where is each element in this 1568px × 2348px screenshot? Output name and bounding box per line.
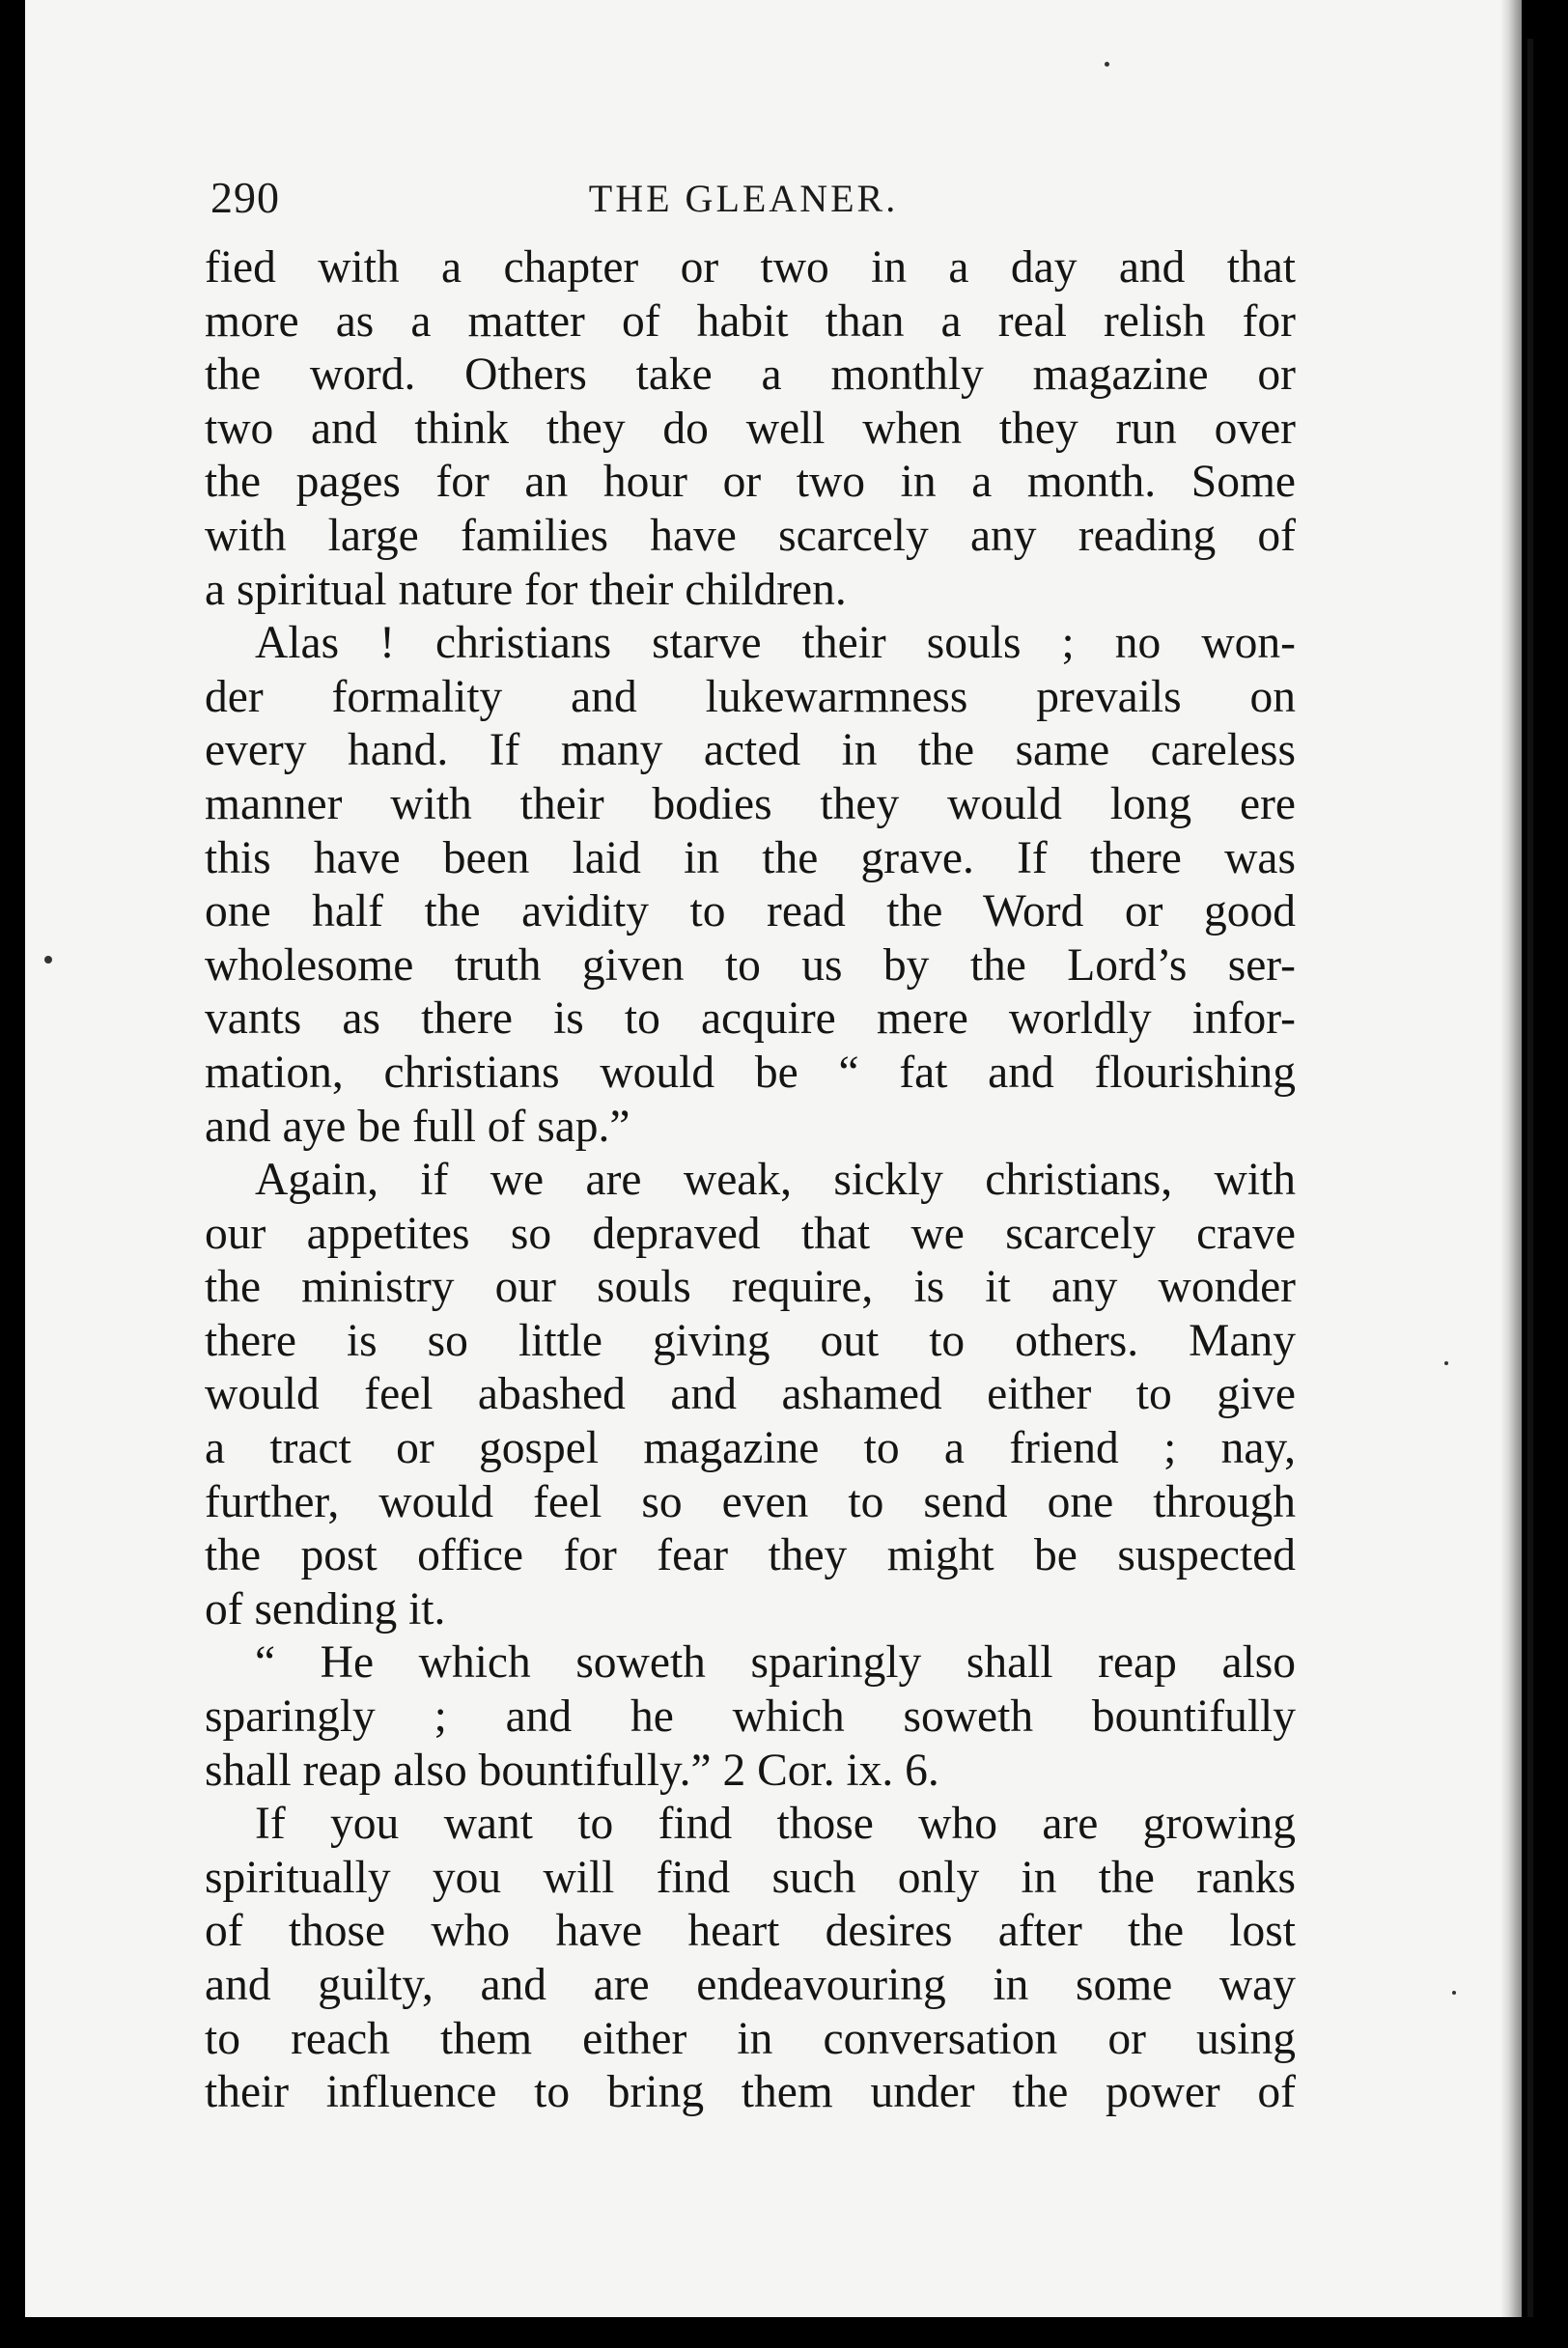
text-line: this have been laid in the grave. If there was [205, 832, 1296, 883]
text-line: vants as there is to acquire mere worldly infor- [205, 993, 1296, 1045]
text-line: If you want to find those who are growing [255, 1799, 1296, 1850]
text-line: the ministry our souls require, is it any wonder [205, 1262, 1296, 1313]
page-number: 290 [210, 173, 280, 222]
text-line: manner with their bodies they would long ere [205, 778, 1296, 829]
text-line: “ He which soweth sparingly shall reap also [255, 1637, 1296, 1689]
text-line: with large families have scarcely any reading of [205, 510, 1296, 561]
ink-speck [44, 956, 52, 964]
text-line: mation, christians would be “ fat and flourishing [205, 1047, 1296, 1098]
text-line: two and think they do well when they run over [205, 403, 1296, 454]
text-line: to reach them either in conversation or using [205, 2013, 1296, 2064]
text-line: wholesome truth given to us by the Lord’s ser- [205, 939, 1296, 991]
text-line: the pages for an hour or two in a month. Some [205, 457, 1296, 508]
ink-speck [1444, 1361, 1448, 1365]
text-line: of sending it. [205, 1583, 446, 1635]
text-line: there is so little giving out to others. Many [205, 1315, 1296, 1366]
text-line: shall reap also bountifully.” 2 Cor. ix. 6. [205, 1745, 939, 1796]
text-line: would feel abashed and ashamed either to give [205, 1369, 1296, 1420]
text-line: a tract or gospel magazine to a friend ; nay, [205, 1423, 1296, 1474]
running-title: THE GLEANER. [588, 177, 899, 220]
book-page [25, 0, 1522, 2317]
text-line: spiritually you will find such only in the ranks [205, 1852, 1296, 1903]
text-line: der formality and lukewarmness prevails on [205, 671, 1296, 722]
text-line: one half the avidity to read the Word or good [205, 886, 1296, 937]
ink-speck [1105, 62, 1109, 67]
text-line: our appetites so depraved that we scarcely crave [205, 1208, 1296, 1259]
text-line: the post office for fear they might be suspected [205, 1530, 1296, 1581]
text-line: and guilty, and are endeavouring in some way [205, 1960, 1296, 2010]
text-line: Alas ! christians starve their souls ; no won- [255, 618, 1296, 669]
text-line: a spiritual nature for their children. [205, 564, 847, 615]
text-line: Again, if we are weak, sickly christians, with [255, 1155, 1296, 1206]
page-edge-shadow [1500, 0, 1522, 2317]
text-line: further, would feel so even to send one through [205, 1476, 1296, 1527]
text-line: their influence to bring them under the power of [205, 2067, 1296, 2118]
page-header [183, 172, 1303, 239]
text-line: the word. Others take a monthly magazine or [205, 349, 1296, 401]
text-line: more as a matter of habit than a real relish for [205, 295, 1296, 347]
binding-edge [1527, 39, 1533, 2317]
text-line: and aye be full of sap.” [205, 1101, 630, 1152]
text-line: sparingly ; and he which soweth bountifully [205, 1691, 1296, 1743]
text-line: fied with a chapter or two in a day and that [205, 242, 1296, 293]
ink-speck [1452, 1991, 1456, 1995]
text-line: of those who have heart desires after the lost [205, 1906, 1296, 1957]
body-text [205, 241, 1296, 2120]
text-line: every hand. If many acted in the same careless [205, 725, 1296, 776]
